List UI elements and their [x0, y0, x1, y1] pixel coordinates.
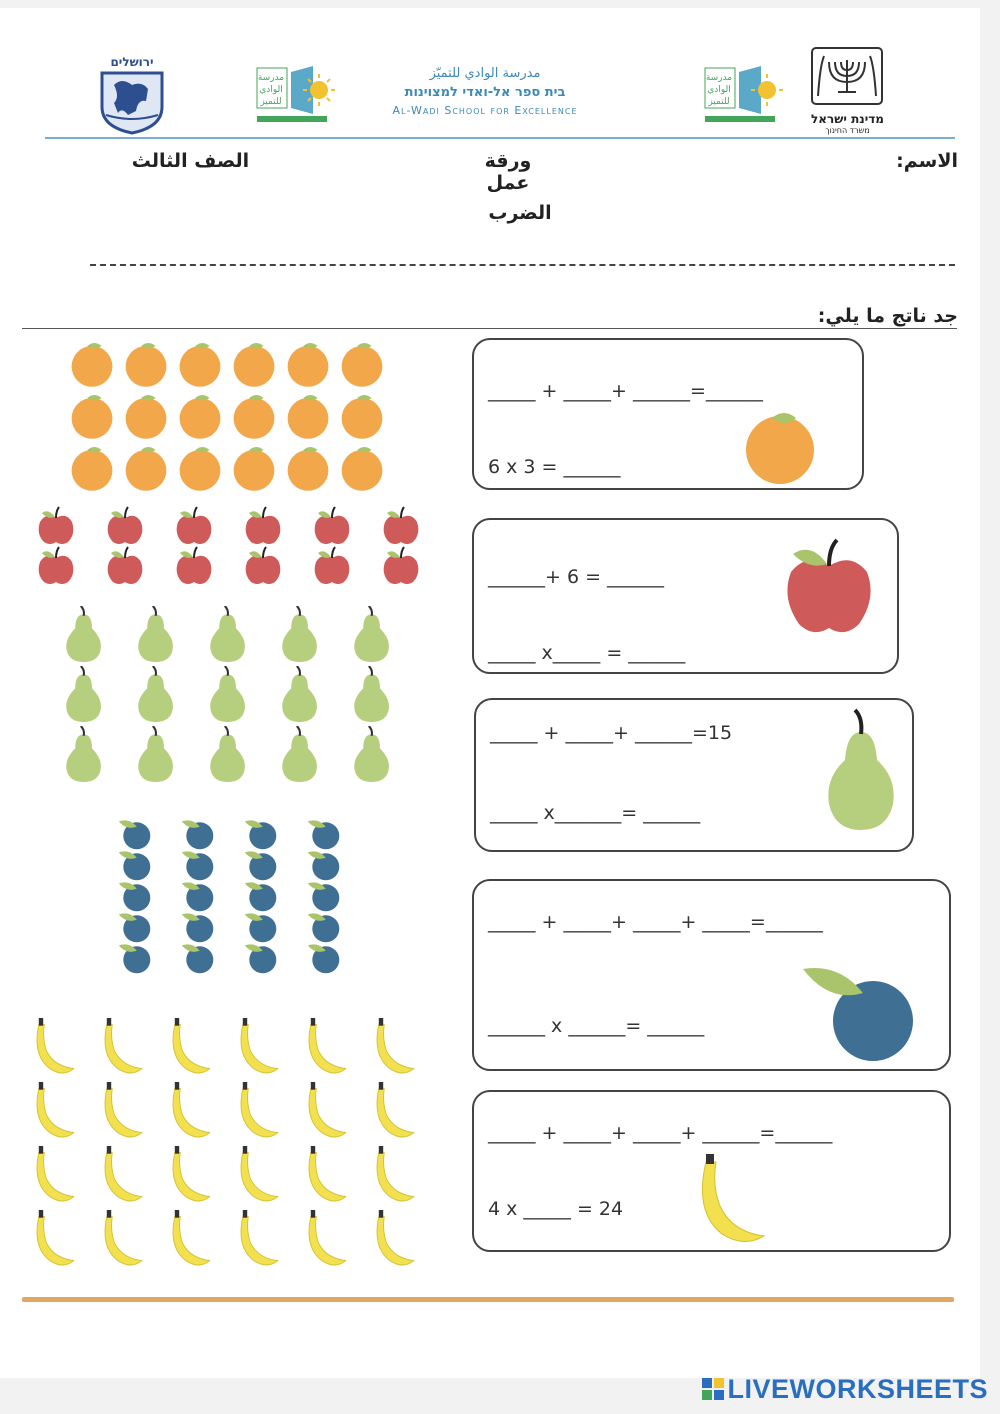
orange-icon — [284, 340, 332, 392]
jerusalem-emblem-icon — [92, 55, 172, 135]
pear-icon — [821, 708, 901, 837]
liveworksheets-mark-icon — [702, 1376, 724, 1398]
orange-icon — [68, 392, 116, 444]
pear-icon — [64, 606, 103, 666]
orange-icon — [284, 444, 332, 496]
svg-text:الوادي: الوادي — [707, 85, 731, 95]
blueberry-icon — [117, 940, 153, 980]
pear-icon — [208, 606, 247, 666]
orange-icon — [230, 340, 278, 392]
pear-icon — [64, 726, 103, 786]
banana-icon — [166, 1146, 210, 1207]
exercise-box-1 — [472, 338, 864, 490]
state-label: מדינת ישראל — [811, 112, 884, 126]
school-logo-right-icon — [703, 62, 783, 132]
exercise-box-4 — [472, 879, 951, 1071]
banana-icon — [98, 1082, 142, 1143]
pear-icon — [136, 726, 175, 786]
banana-icon — [30, 1210, 74, 1271]
exercise-box-3 — [474, 698, 914, 852]
equation-line-2[interactable]: 4 x _____ = 24 — [488, 1198, 624, 1220]
state-emblem-icon — [800, 46, 895, 136]
orange-icon — [338, 444, 386, 496]
banana-icon — [234, 1146, 278, 1207]
ministry-label: משרד החינוך — [825, 126, 870, 135]
pear-icon — [208, 726, 247, 786]
svg-text:مدرسة: مدرسة — [705, 73, 733, 83]
svg-text:مدرسة: مدرسة — [257, 73, 285, 83]
exercise-box-2 — [472, 518, 899, 674]
apple-icon — [243, 546, 283, 590]
pear-icon — [280, 606, 319, 666]
banana-icon — [302, 1210, 346, 1271]
apple-icon — [312, 546, 352, 590]
pear-icon — [136, 666, 175, 726]
apple-icon — [105, 506, 145, 550]
banana-icon — [30, 1082, 74, 1143]
blueberry-icon — [306, 940, 342, 980]
orange-icon — [176, 444, 224, 496]
equation-line-2[interactable]: ______ x ______= ______ — [488, 1015, 705, 1037]
banana-icon — [302, 1082, 346, 1143]
orange-icon — [122, 340, 170, 392]
apple-icon — [312, 506, 352, 550]
instruction-text: جد ناتج ما يلي: — [817, 305, 958, 327]
pear-icon — [280, 726, 319, 786]
pear-icon — [280, 666, 319, 726]
banana-icon — [302, 1018, 346, 1079]
grade-label: الصف الثالث — [131, 150, 250, 172]
banana-icon — [370, 1146, 414, 1207]
equation-line-2[interactable]: _____ x_______= ______ — [490, 802, 701, 824]
orange-icon — [338, 340, 386, 392]
orange-icon — [122, 392, 170, 444]
topic-label: الضرب — [488, 202, 552, 224]
orange-icon — [176, 392, 224, 444]
school-name-he: בית ספר אל-ואדי למצוינות — [404, 85, 566, 100]
school-logo-left-icon — [255, 62, 335, 132]
school-name-block — [350, 66, 620, 117]
equation-line-1[interactable]: _____ + _____+ ______=______ — [488, 380, 763, 402]
banana-icon — [370, 1210, 414, 1271]
blueberry-icon — [799, 963, 919, 1067]
name-label: الاسم: — [896, 150, 958, 172]
orange-icon — [122, 444, 170, 496]
apple-icon — [36, 506, 76, 550]
banana-icon — [692, 1152, 772, 1251]
banana-icon — [98, 1210, 142, 1271]
banana-icon — [234, 1082, 278, 1143]
name-dashed-line — [90, 264, 955, 266]
pear-icon — [208, 666, 247, 726]
banana-icon — [302, 1146, 346, 1207]
city-label: ירושלים — [110, 55, 154, 69]
pear-icon — [352, 606, 391, 666]
pear-icon — [136, 606, 175, 666]
apple-icon — [174, 506, 214, 550]
svg-text:الوادي: الوادي — [259, 85, 283, 95]
equation-line-1[interactable]: ______+ 6 = ______ — [488, 566, 665, 588]
school-name-ar: مدرسة الوادي للتميّز — [429, 66, 541, 81]
equation-line-2[interactable]: 6 x 3 = ______ — [488, 456, 621, 478]
apple-icon — [779, 538, 879, 642]
pear-icon — [64, 666, 103, 726]
worksheet-title: ورقة عمل — [484, 150, 532, 194]
liveworksheets-text: LIVEWORKSHEETS — [727, 1374, 988, 1404]
pear-icon — [352, 726, 391, 786]
equation-line-1[interactable]: _____ + _____+ _____+ _____=______ — [488, 911, 823, 933]
banana-icon — [30, 1146, 74, 1207]
svg-text:للتميز: للتميز — [708, 97, 730, 107]
header-divider — [45, 137, 955, 139]
orange-icon — [176, 340, 224, 392]
banana-icon — [166, 1210, 210, 1271]
orange-icon — [742, 410, 822, 489]
apple-icon — [174, 546, 214, 590]
blueberry-icon — [243, 940, 279, 980]
school-name-en: Al-Wadi School for Excellence — [392, 104, 578, 117]
equation-line-1[interactable]: _____ + _____+ _____+ ______=______ — [488, 1122, 833, 1144]
orange-icon — [230, 392, 278, 444]
equation-line-1[interactable]: _____ + _____+ ______=15 — [490, 722, 733, 744]
apple-icon — [36, 546, 76, 590]
liveworksheets-logo — [702, 1374, 988, 1405]
banana-icon — [234, 1018, 278, 1079]
orange-icon — [68, 444, 116, 496]
apple-icon — [381, 506, 421, 550]
instruction-underline — [22, 328, 957, 329]
banana-icon — [166, 1018, 210, 1079]
equation-line-2[interactable]: _____ x_____ = ______ — [488, 642, 686, 664]
exercise-box-5 — [472, 1090, 951, 1252]
orange-icon — [68, 340, 116, 392]
banana-icon — [98, 1146, 142, 1207]
footer-divider — [22, 1297, 954, 1302]
pear-icon — [352, 666, 391, 726]
banana-icon — [30, 1018, 74, 1079]
svg-text:للتميز: للتميز — [260, 97, 282, 107]
blueberry-icon — [180, 940, 216, 980]
banana-icon — [370, 1082, 414, 1143]
orange-icon — [284, 392, 332, 444]
orange-icon — [230, 444, 278, 496]
banana-icon — [370, 1018, 414, 1079]
banana-icon — [166, 1082, 210, 1143]
orange-icon — [338, 392, 386, 444]
apple-icon — [381, 546, 421, 590]
banana-icon — [98, 1018, 142, 1079]
banana-icon — [234, 1210, 278, 1271]
apple-icon — [105, 546, 145, 590]
apple-icon — [243, 506, 283, 550]
